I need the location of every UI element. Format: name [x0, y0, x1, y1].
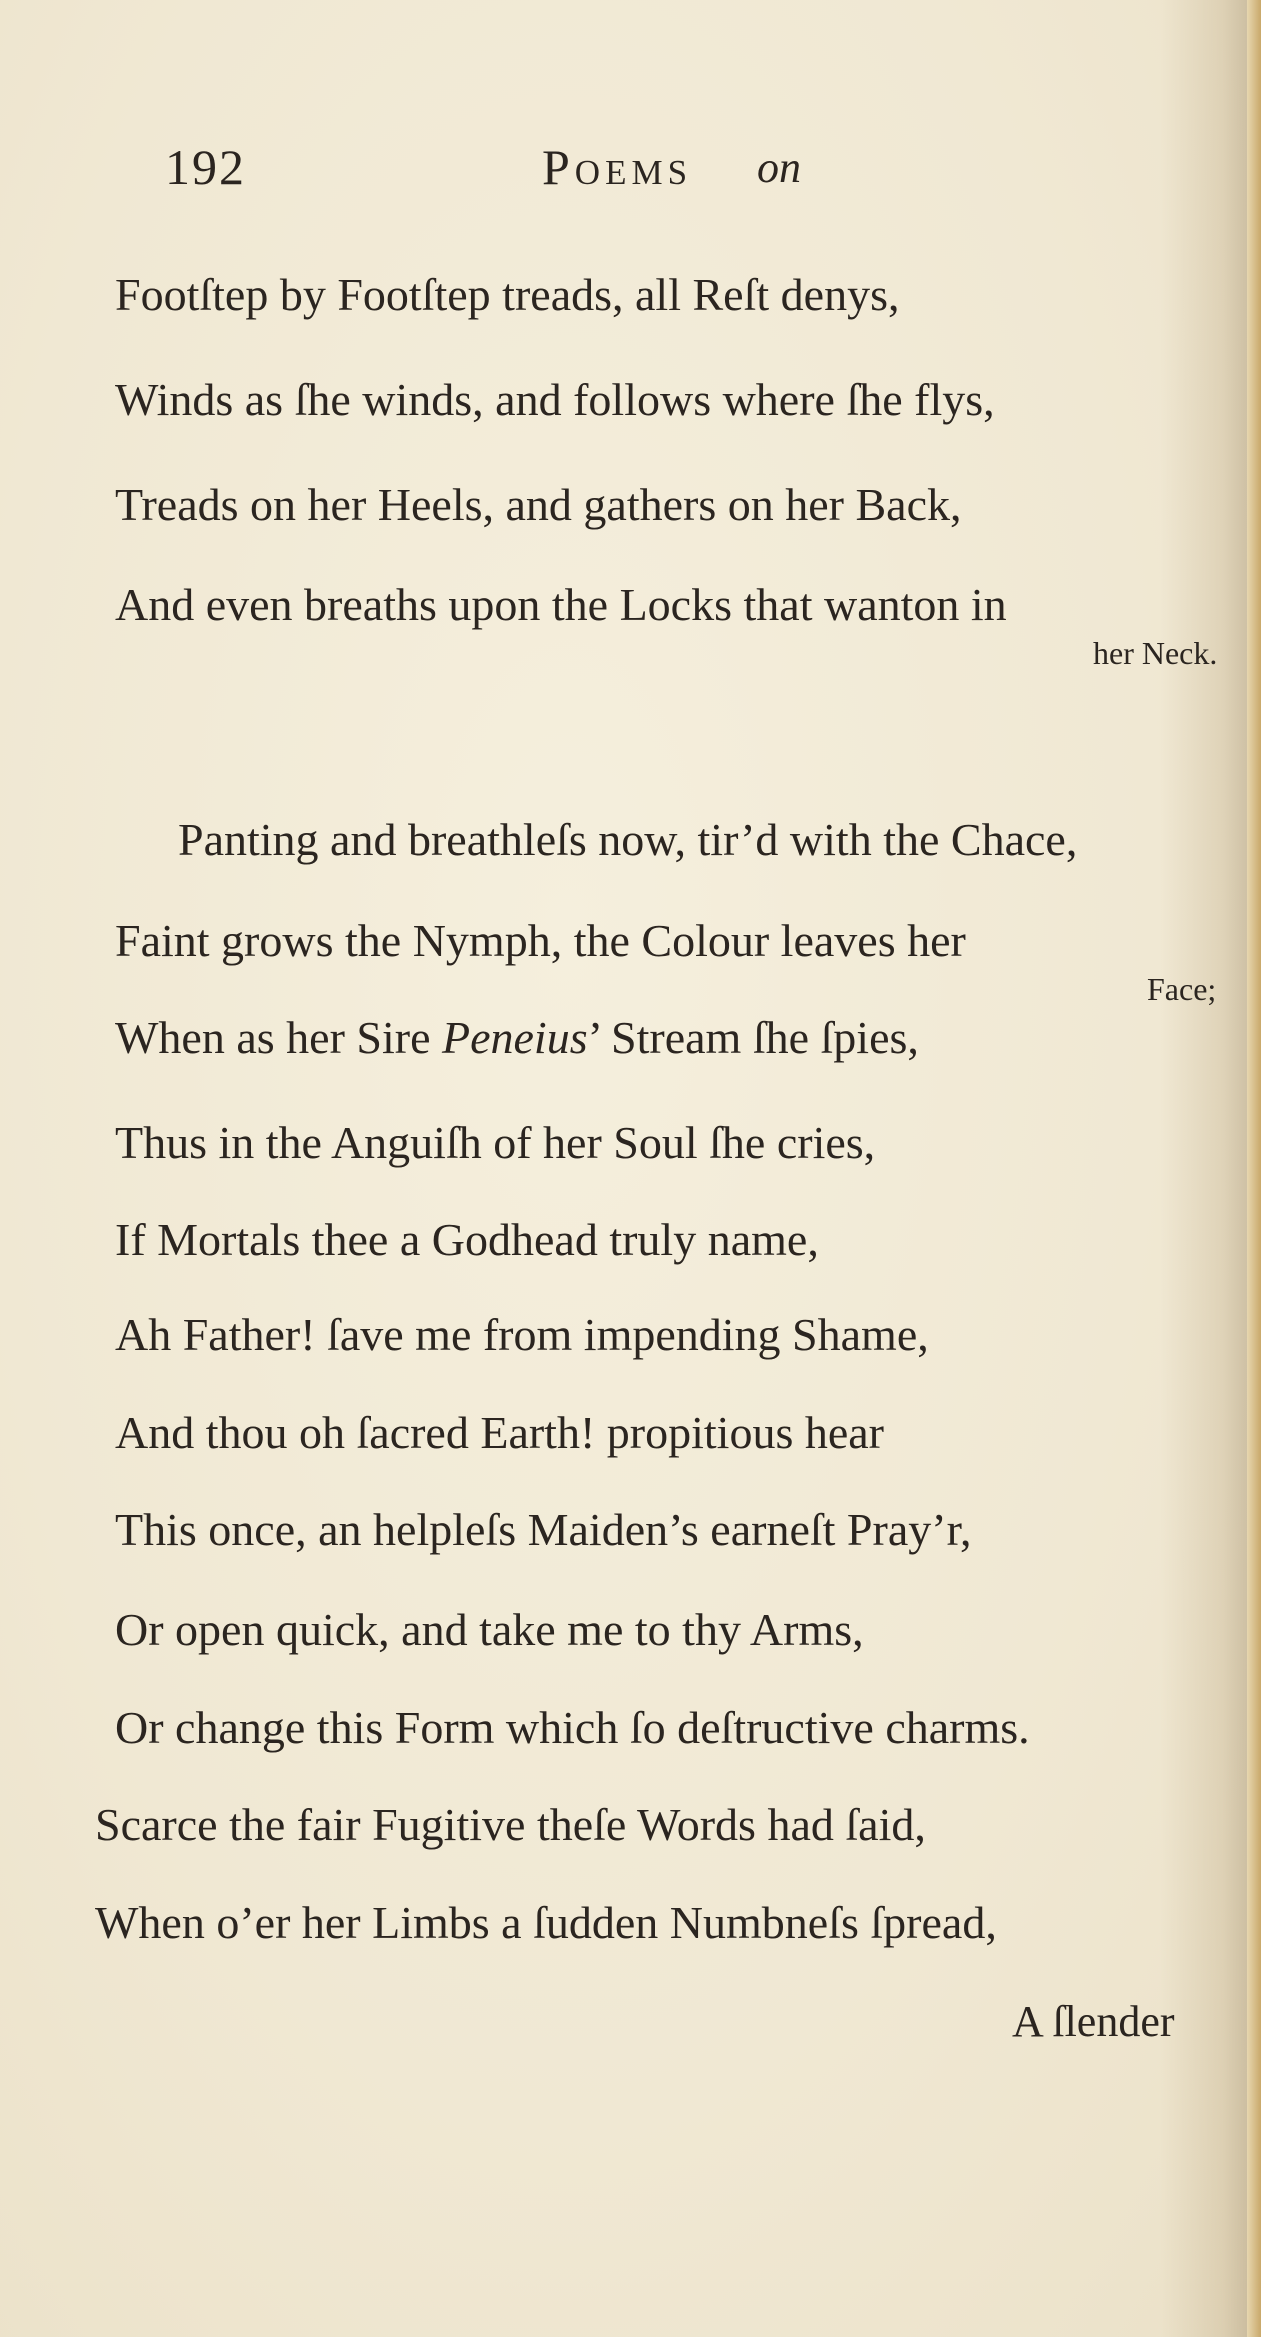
- turnover-line: Face;: [1147, 971, 1217, 1007]
- verse-line: Thus in the Anguiſh of her Soul ſhe cries,: [115, 1117, 876, 1168]
- verse-line: This once, an helpleſs Maiden’s earneſt Pray’r,: [115, 1504, 972, 1555]
- verse-line: [115, 1012, 919, 1063]
- verse-line: Treads on her Heels, and gathers on her Back,: [115, 479, 962, 530]
- page-edge: [1247, 0, 1261, 2337]
- running-title: Poems: [542, 139, 693, 195]
- turnover-line: her Neck.: [1093, 635, 1218, 671]
- verse-text: When as her Sire: [115, 1012, 442, 1063]
- verse-line: Ah Father! ſave me from impending Shame,: [115, 1309, 929, 1360]
- running-header: [0, 138, 1261, 198]
- page-number: 192: [165, 139, 246, 195]
- verse-line: Footſtep by Footſtep treads, all Reſt denys,: [115, 269, 900, 320]
- italic-name: Peneius: [442, 1012, 588, 1063]
- catchword: A ſlender: [1012, 1997, 1175, 2046]
- verse-line: Faint grows the Nymph, the Colour leaves her: [115, 915, 966, 966]
- running-title-italic: on: [757, 143, 801, 192]
- verse-line: And even breaths upon the Locks that wanton in: [115, 579, 1007, 630]
- verse-line: Panting and breathleſs now, tir’d with the Chace,: [178, 814, 1078, 865]
- verse-line: When o’er her Limbs a ſudden Numbneſs ſpread,: [95, 1897, 997, 1948]
- verse-line: If Mortals thee a Godhead truly name,: [115, 1214, 819, 1265]
- verse-line: And thou oh ſacred Earth! propitious hear: [115, 1407, 884, 1458]
- verse-line: Winds as ſhe winds, and follows where ſhe flys,: [115, 374, 995, 425]
- verse-text: ’ Stream ſhe ſpies,: [587, 1012, 919, 1063]
- verse-line: Scarce the fair Fugitive theſe Words had ſaid,: [95, 1799, 926, 1850]
- verse-line: Or change this Form which ſo deſtructive charms.: [115, 1702, 1030, 1753]
- verse-line: Or open quick, and take me to thy Arms,: [115, 1604, 864, 1655]
